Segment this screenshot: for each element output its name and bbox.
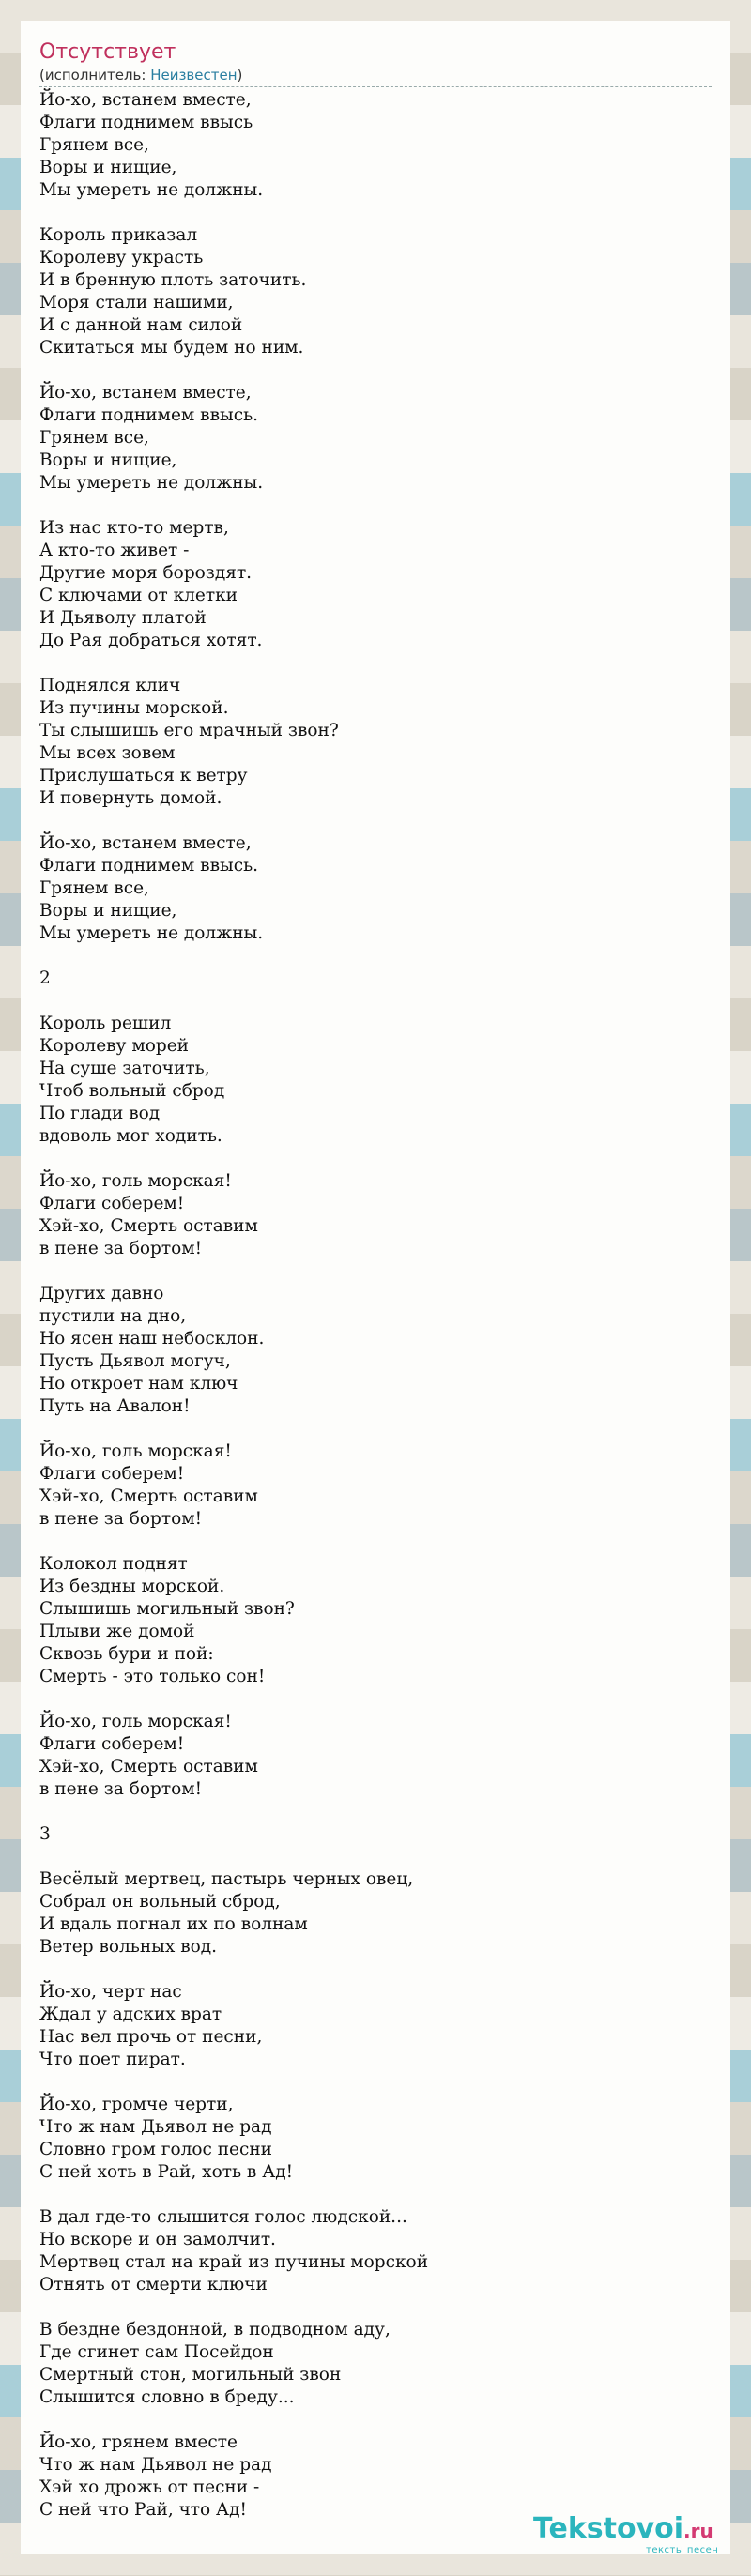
- logo-name: Tekstovoi: [533, 2512, 684, 2545]
- artist-link[interactable]: Неизвестен: [150, 67, 238, 84]
- song-subtitle: [39, 66, 712, 87]
- logo-tagline: тексты песен: [646, 2545, 719, 2555]
- logo-tld: .ru: [683, 2520, 713, 2542]
- logo-wordmark: [533, 2513, 721, 2547]
- lyrics-text: Йо-хо, встанем вместе, Флаги поднимем ввысь Грянем все, Воры и нищие, Мы умереть не должны. Король приказал Королеву украсть И в бренную плоть заточить. Моря стали нашими, И с данной нам силой Скитаться мы будем но ним. Йо-хо, встанем вместе, Флаги поднимем ввысь. Грянем все, Воры и нищие, Мы умереть не должны. Из нас кто-то мертв, А кто-то живет - Другие моря бороздят. С ключами от клетки И Дьяволу платой До Рая добраться хотят. Поднялся клич Из пучины морской. Ты слышишь его мрачный звон? Мы всех зовем Прислушаться к ветру И повернуть домой. Йо-хо, встанем вместе, Флаги поднимем ввысь. Грянем все, Воры и нищие, Мы умереть не должны. 2 Король решил Королеву морей На суше заточить, Чтоб вольный сброд По глади вод вдоволь мог ходить. Йо-хо, голь морская! Флаги соберем! Хэй-хо, Смерть оставим в пене за бортом! Других давно пустили на дно, Но ясен наш небосклон. Пусть Дьявол могуч, Но откроет нам ключ Путь на Авалон! Йо-хо, голь морская! Флаги соберем! Хэй-хо, Смерть оставим в пене за бортом! Колокол поднят Из бездны морской. Слышишь могильный звон? Плыви же домой Сквозь бури и пой: Смерть - это только сон! Йо-хо, голь морская! Флаги соберем! Хэй-хо, Смерть оставим в пене за бортом! 3 Весёлый мертвец, пастырь черных овец, Собрал он вольный сброд, И вдаль погнал их по волнам Ветер вольных вод. Йо-хо, черт нас Ждал у адских врат Нас вел прочь от песни, Что поет пират. Йо-хо, громче черти, Что ж нам Дьявол не рад Словно гром голос песни С ней хоть в Рай, хоть в Ад! В дал где-то слышится голос людской... Но вскоре и он замолчит. Мертвец стал на край из пучины морской Отнять от смерти ключи В бездне бездонной, в подводном аду, Где сгинет сам Посейдон Смертный стон, могильный звон Слышится словно в бреду... Йо-хо, грянем вместе Что ж нам Дьявол не рад Хэй хо дрожь от песни - С ней что Рай, что Ад!: [39, 90, 429, 2520]
- subtitle-prefix: (исполнитель:: [39, 67, 151, 84]
- subtitle-suffix: ): [237, 67, 243, 84]
- song-title: Отсутствует: [39, 40, 176, 64]
- lyrics-card: [21, 21, 730, 2554]
- site-logo[interactable]: [533, 2513, 721, 2560]
- song-header: [39, 39, 712, 87]
